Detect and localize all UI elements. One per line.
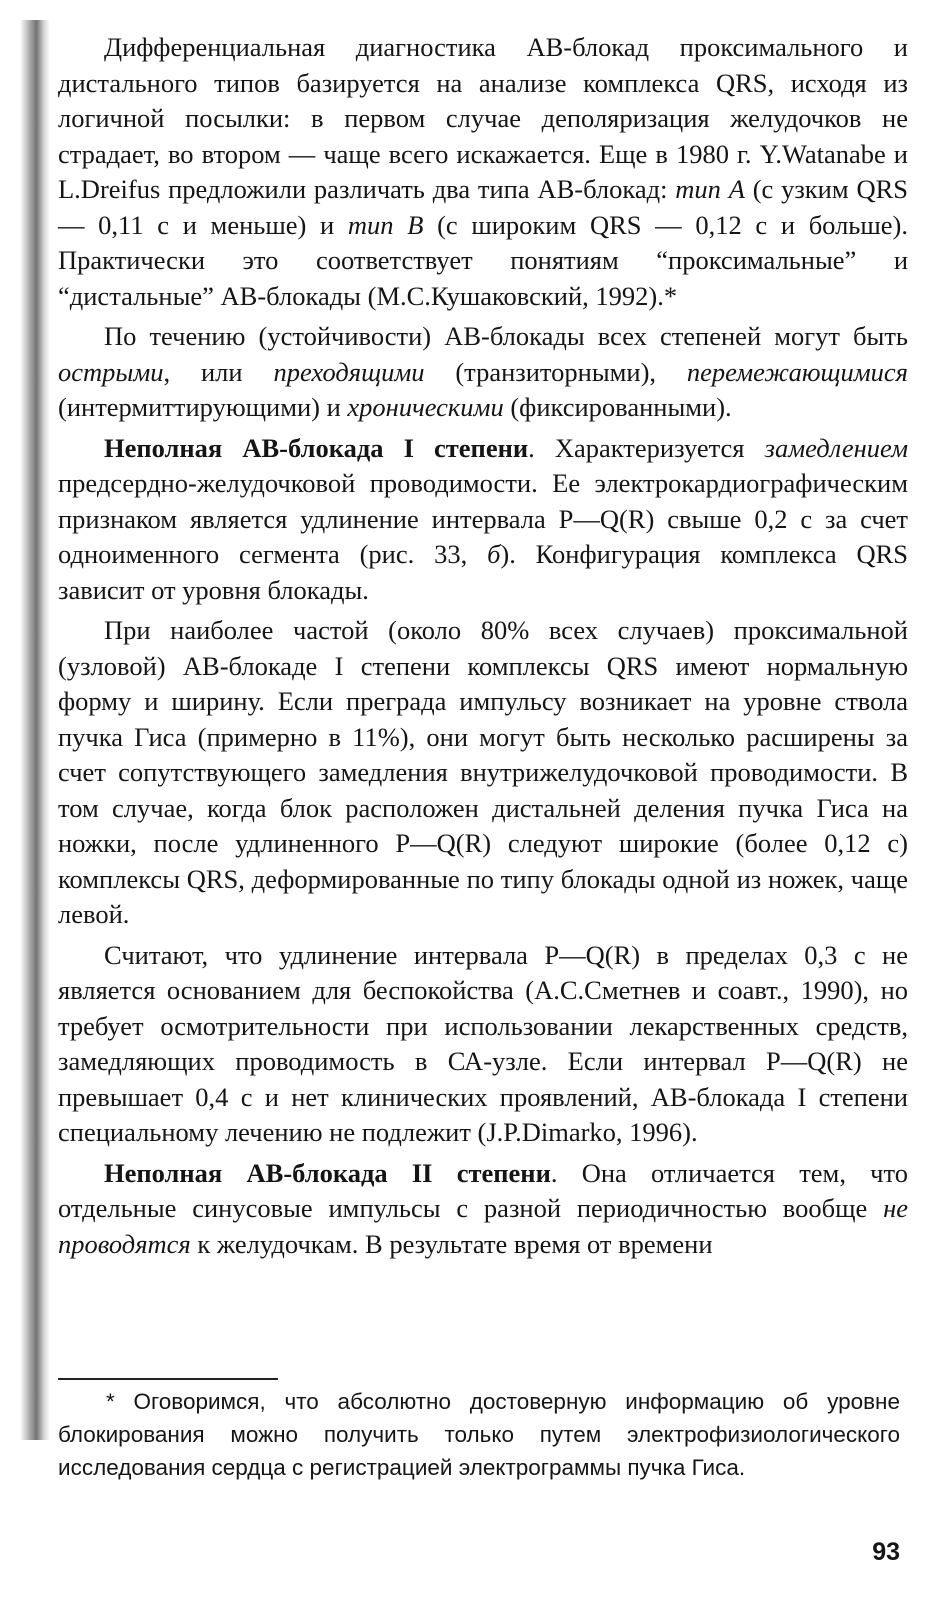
- text-run: , или: [163, 356, 274, 387]
- italic-term: тип B: [347, 209, 424, 240]
- text-run: Считают, что удлинение интервала P—Q(R) в пределах 0,3 с не является основанием для беспокойства (А.С.Сметнев и соавт., 1990), но требует осмотрительности при использовании лекарственных средств, замедляющих проводимость в СА-узле. Если интервал P—Q(R) не превышает 0,4 с и нет клинических проявлений, АВ-блокада I степени специальному лечению не подлежит (J.P.Dimarko, 1996).: [58, 939, 908, 1147]
- italic-term: не проводятся: [58, 1193, 908, 1259]
- section-heading: Неполная АВ-блокада II степени: [104, 1157, 551, 1188]
- footnote-divider: [58, 1378, 278, 1380]
- text-run: (транзиторными),: [424, 356, 687, 387]
- paragraph: [58, 613, 908, 933]
- text-run: (с узким QRS — 0,11 с и меньше) и: [58, 174, 908, 240]
- paragraph: [58, 431, 908, 609]
- italic-term: замедлением: [764, 432, 909, 463]
- text-run: предсердно-желудочковой проводимости. Ее электрокардиографическим признаком является удлинение интервала P—Q(R) свыше 0,2 с за счет одноименного сегмента (рис. 33,: [58, 468, 908, 569]
- text-run: Дифференциальная диагностика АВ-блокад проксимального и дистального типов базируется на анализе комплекса QRS, исходя из логичной посылки: в первом случае деполяризация желудочков не страдает, во втором — чаще всего искажается. Еще в 1980 г. Y.Watanabe и L.Dreifus предложили различать два типа АВ-блокад:: [58, 32, 908, 204]
- paragraph: [58, 30, 908, 314]
- main-text: [58, 30, 908, 1267]
- page-number: 93: [872, 1538, 900, 1566]
- section-heading: Неполная АВ-блокада I степени: [104, 432, 529, 463]
- text-run: (интермиттирующими) и: [58, 392, 348, 422]
- text-run: (с широким QRS — 0,12 с и больше). Практически это соответствует понятиям “проксимальные” и “дистальные” АВ-блокады (М.С.Кушаковский, 1992).*: [58, 209, 909, 311]
- binding-shadow: [20, 20, 50, 1440]
- text-run: По течению (устойчивости) АВ-блокады всех степеней могут быть: [104, 321, 908, 351]
- text-run: (фиксированными).: [503, 392, 732, 422]
- text-run: При наиболее частой (около 80% всех случаев) проксимальной (узловой) АВ-блокаде I степени комплексы QRS имеют нормальную форму и ширину. Если преграда импульсу возникает на уровне ствола пучка Гиса (примерно в 11%), они могут быть несколько расширены за счет сопутствующего замедления внутрижелудочковой проводимости. В том случае, когда блок расположен дистальней деления пучка Гиса на ножки, после удлиненного P—Q(R) следуют широкие (более 0,12 с) комплексы QRS, деформированные по типу блокады одной из ножек, чаще левой.: [58, 615, 908, 929]
- italic-term: перемежающимися: [686, 356, 908, 387]
- text-run: . Характеризуется: [528, 432, 765, 463]
- text-run: . Она отличается тем, что отдельные синусовые импульсы с разной периодичностью вообще: [58, 1157, 908, 1223]
- italic-term: хроническими: [347, 392, 504, 422]
- footnote: * Оговоримся, что абсолютно достоверную информацию об уровне блокирования можно получить только путем электрофизиологического исследования сердца с регистрацией электрограммы пучка Гиса.: [58, 1389, 900, 1480]
- paragraph: [58, 319, 908, 426]
- paragraph: [58, 1156, 908, 1263]
- italic-term: тип A: [675, 174, 745, 204]
- text-run: к желудочкам. В результате время от времени: [190, 1228, 713, 1259]
- italic-term: б: [487, 539, 501, 569]
- paragraph: [58, 938, 908, 1151]
- italic-term: острыми: [58, 356, 164, 387]
- italic-term: преходящими: [273, 356, 425, 387]
- text-run: ). Конфигурация комплекса QRS зависит от уровня блокады.: [58, 539, 908, 605]
